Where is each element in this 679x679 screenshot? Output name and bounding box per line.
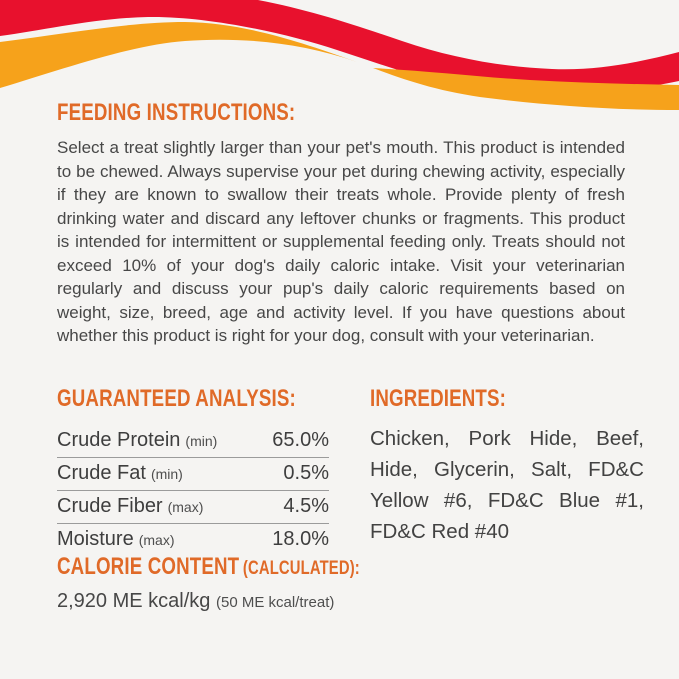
nutrient-label: Crude Fat — [57, 462, 146, 484]
calorie-value-line — [57, 590, 367, 613]
feeding-instructions-section — [57, 99, 625, 365]
nutrient-label: Crude Fiber — [57, 495, 163, 517]
nutrient-qualifier: (max) — [138, 532, 175, 548]
ingredients-heading: INGREDIENTS: — [370, 385, 507, 412]
table-row — [57, 425, 329, 458]
calorie-per-treat: (50 ME kcal/treat) — [215, 594, 335, 611]
guaranteed-analysis-heading: GUARANTEED ANALYSIS: — [57, 385, 296, 412]
nutrient-label: Crude Protein — [57, 429, 181, 451]
table-row — [57, 458, 329, 491]
table-row — [57, 491, 329, 524]
feeding-instructions-text: Select a treat slightly larger than your pet's mouth. This product is intended to be chewed. Always supervise your pet during chewing activity, especially if they are known to swallow their treats whole. Provide plenty of fresh drinking water and discard any leftover chunks or fragments. This product is intended for intermittent or supplemental feeding only. Treats should not exceed 10% of your dog's daily caloric intake. Visit your veterinarian regularly and discuss your pup's daily caloric requirements based on weight, size, breed, age and activity level. If you have questions about whether this product is right for your dog, consult with your veterinarian. — [57, 138, 625, 345]
calorie-heading-qualifier: (CALCULATED): — [242, 558, 360, 579]
table-row — [57, 524, 329, 556]
ingredients-section — [370, 385, 644, 568]
guaranteed-analysis-section — [57, 385, 329, 556]
nutrient-qualifier: (max) — [167, 499, 204, 515]
calorie-heading-main: CALORIE CONTENT — [57, 553, 240, 580]
nutrient-value: 4.5% — [283, 495, 329, 517]
calorie-content-section — [57, 553, 367, 613]
nutrient-value: 0.5% — [283, 462, 329, 484]
nutrient-value: 18.0% — [272, 528, 329, 550]
calorie-value: 2,920 ME kcal/kg — [57, 590, 211, 612]
feeding-instructions-heading: FEEDING INSTRUCTIONS: — [57, 99, 296, 126]
guaranteed-analysis-table — [57, 425, 329, 556]
nutrient-qualifier: (min) — [150, 466, 183, 482]
ingredients-list-text: Chicken, Pork Hide, Beef, Hide, Glycerin, Salt, FD&C Yellow #6, FD&C Blue #1, FD&C Red #40 — [370, 427, 644, 543]
calorie-content-heading — [57, 553, 367, 581]
nutrient-label: Moisture — [57, 528, 134, 550]
nutrient-value: 65.0% — [272, 429, 329, 451]
nutrient-qualifier: (min) — [185, 433, 218, 449]
